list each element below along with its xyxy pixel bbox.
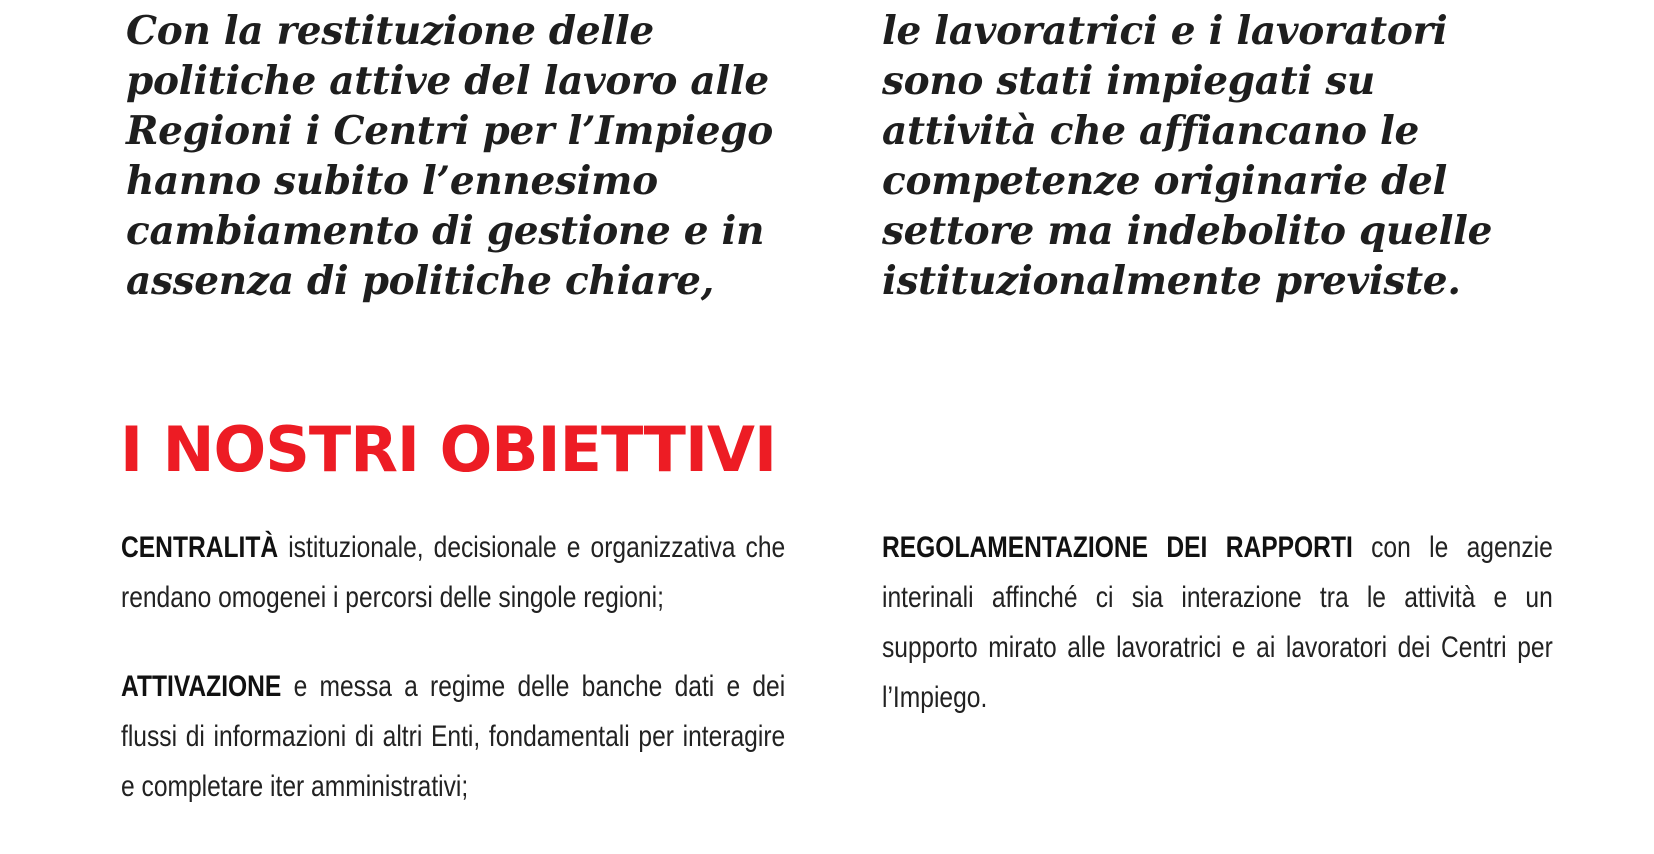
quote-left-line: Regioni i Centri per l’Impiego <box>126 108 773 154</box>
objective-attivazione <box>121 662 785 812</box>
quote-right-line: sono stati impiegati su <box>882 58 1375 104</box>
objective-keyword: REGOLAMENTAZIONE DEI RAPPORTI <box>882 531 1353 564</box>
objective-regolamentazione <box>882 523 1553 723</box>
quote-right-line: settore ma indebolito quelle <box>882 208 1493 254</box>
section-title: I NOSTRI OBIETTIVI <box>120 413 777 486</box>
objective-centralita <box>121 523 785 623</box>
objective-keyword: ATTIVAZIONE <box>121 670 282 703</box>
quote-right-line: le lavoratrici e i lavoratori <box>882 8 1448 54</box>
quote-left-line: hanno subito l’ennesimo <box>126 158 658 204</box>
quote-left-line: assenza di politiche chiare, <box>126 258 714 304</box>
objective-keyword: CENTRALITÀ <box>121 531 279 564</box>
quote-right-line: competenze originarie del <box>882 158 1448 204</box>
quote-right-line: istituzionalmente previste. <box>882 258 1461 304</box>
quote-left-line: cambiamento di gestione e in <box>126 208 765 254</box>
quote-left-line: Con la restituzione delle <box>126 8 654 54</box>
quote-right <box>882 6 1492 306</box>
objective-text: e messa a regime delle banche dati e dei flussi di informazioni di altri Enti, fondamentali per interagire e completare iter amministrativi; <box>121 670 786 803</box>
objective-text: istituzionale, decisionale e organizzativa che rendano omogenei i percorsi delle singole regioni; <box>121 531 786 614</box>
quote-right-line: attività che affiancano le <box>882 108 1420 154</box>
objective-text: con le agenzie interinali affinché ci sia interazione tra le attività e un supporto mirato alle lavoratrici e ai lavoratori dei Centri per l’Impiego. <box>882 531 1553 714</box>
quote-left <box>126 6 773 306</box>
quote-left-line: politiche attive del lavoro alle <box>126 58 769 104</box>
